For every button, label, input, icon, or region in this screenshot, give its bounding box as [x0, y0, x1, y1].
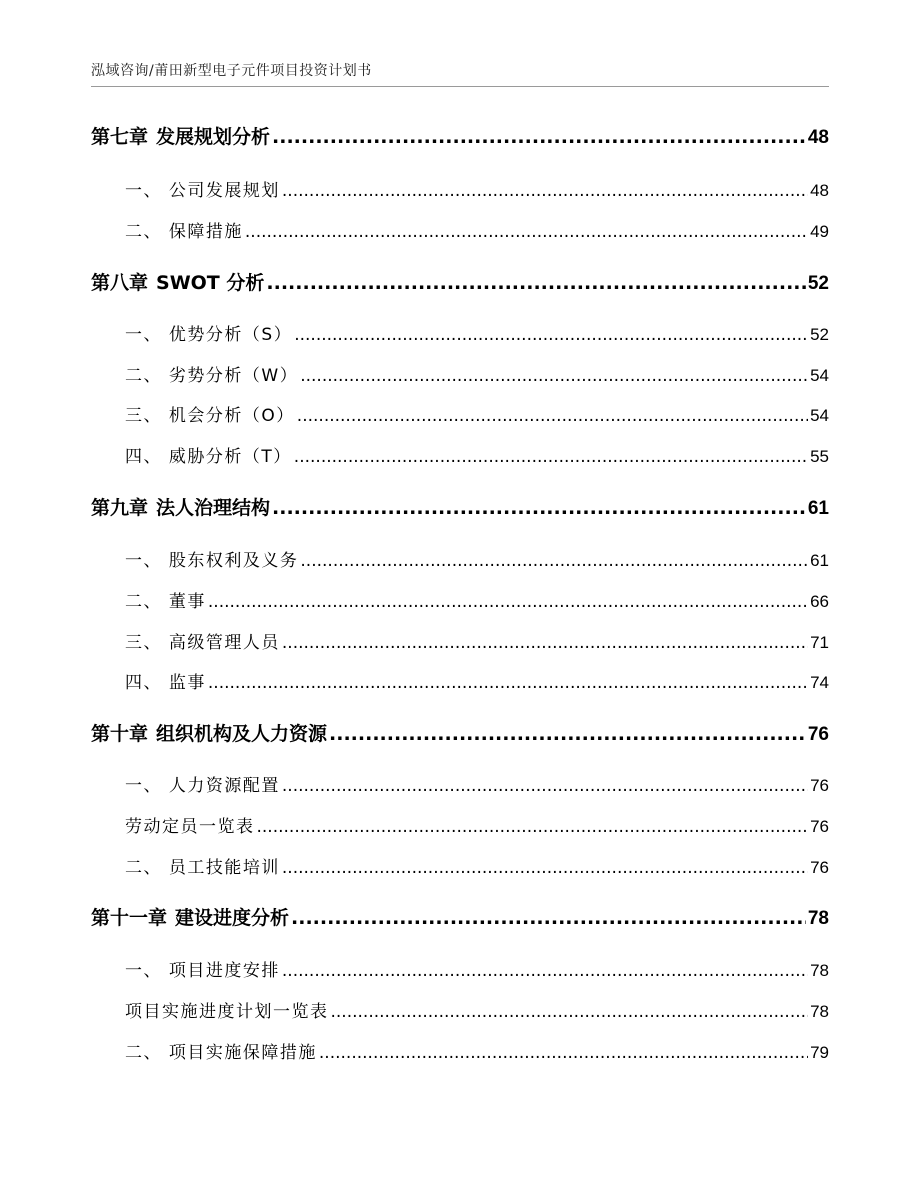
dot-leader — [297, 406, 808, 426]
dot-leader — [208, 592, 808, 612]
toc-entry-number: 一、 — [125, 325, 162, 345]
toc-entry-title: 组织机构及人力资源 — [156, 723, 328, 745]
toc-section[interactable] — [91, 587, 829, 612]
toc-section[interactable] — [91, 771, 829, 796]
toc-table-entry[interactable] — [91, 997, 829, 1022]
toc-entry-number: 一、 — [125, 551, 162, 571]
toc-entry-title: 项目实施进度计划一览表 — [125, 1002, 329, 1022]
dot-leader — [208, 673, 808, 693]
toc-entry-number: 二、 — [125, 858, 162, 878]
dot-leader — [282, 633, 808, 653]
dot-leader — [300, 551, 808, 571]
toc-entry-label — [91, 812, 255, 837]
toc-entry-number: 第八章 — [91, 272, 149, 294]
toc-entry-title: 建设进度分析 — [175, 907, 290, 929]
toc-entry-page: 74 — [810, 673, 829, 692]
dot-leader — [331, 1002, 809, 1022]
toc-section[interactable] — [91, 320, 829, 345]
toc-entry-title: 保障措施 — [168, 222, 243, 242]
toc-section[interactable] — [91, 217, 829, 242]
toc-section[interactable] — [91, 176, 829, 201]
toc-section[interactable] — [91, 628, 829, 653]
toc-entry-number: 二、 — [125, 222, 162, 242]
toc-entry-title: 机会分析（O） — [168, 406, 295, 426]
toc-entry-label — [91, 442, 292, 467]
toc-entry-title: 公司发展规划 — [168, 181, 280, 201]
toc-entry-title: 优势分析（S） — [168, 325, 293, 345]
toc-entry-title: 法人治理结构 — [156, 497, 271, 519]
toc-entry-label — [91, 320, 292, 345]
toc-entry-title: 劳动定员一览表 — [125, 817, 255, 837]
toc-chapter-11[interactable] — [91, 903, 829, 930]
toc-entry-title: 高级管理人员 — [168, 633, 280, 653]
toc-entry-page: 48 — [810, 181, 829, 200]
dot-leader — [282, 181, 808, 201]
dot-leader — [291, 907, 806, 929]
toc-entry-title: 员工技能培训 — [168, 858, 280, 878]
toc-chapter-10[interactable] — [91, 719, 829, 746]
toc-section[interactable] — [91, 401, 829, 426]
toc-entry-number: 一、 — [125, 181, 162, 201]
dot-leader — [282, 961, 808, 981]
toc-entry-label — [91, 493, 270, 520]
toc-entry-page: 78 — [810, 961, 829, 980]
dot-leader — [282, 858, 808, 878]
toc-entry-number: 二、 — [125, 1043, 162, 1063]
toc-entry-title: 监事 — [168, 673, 206, 693]
toc-entry-label — [91, 122, 270, 149]
dot-leader — [282, 776, 808, 796]
toc-entry-page: 54 — [810, 366, 829, 385]
toc-entry-page: 76 — [810, 858, 829, 877]
page-header: 泓域咨询/莆田新型电子元件项目投资计划书 — [91, 63, 372, 79]
dot-leader — [257, 817, 809, 837]
toc-entry-number: 四、 — [125, 673, 162, 693]
toc-entry-number: 一、 — [125, 961, 162, 981]
toc-entry-label — [91, 1038, 317, 1063]
toc-entry-page: 55 — [810, 447, 829, 466]
toc-entry-page: 76 — [810, 776, 829, 795]
toc-entry-number: 第七章 — [91, 126, 149, 148]
toc-chapter-7[interactable] — [91, 122, 829, 149]
dot-leader — [272, 497, 806, 519]
dot-leader — [272, 126, 806, 148]
toc-section[interactable] — [91, 546, 829, 571]
toc-entry-page: 52 — [810, 325, 829, 344]
toc-section[interactable] — [91, 361, 829, 386]
toc-entry-number: 第十一章 — [91, 907, 168, 929]
toc-entry-title: 劣势分析（W） — [168, 366, 299, 386]
toc-table-entry[interactable] — [91, 812, 829, 837]
toc-entry-page: 52 — [807, 273, 829, 294]
toc-entry-title: 董事 — [168, 592, 206, 612]
toc-section[interactable] — [91, 668, 829, 693]
toc-entry-label — [91, 956, 280, 981]
dot-leader — [294, 447, 808, 467]
header-divider — [91, 86, 829, 87]
toc-entry-page: 48 — [807, 127, 829, 148]
toc-entry-label — [91, 903, 289, 930]
toc-entry-page: 78 — [807, 908, 829, 929]
toc-entry-page: 61 — [810, 551, 829, 570]
toc-entry-page: 76 — [810, 817, 829, 836]
toc-entry-page: 78 — [810, 1002, 829, 1021]
toc-entry-label — [91, 587, 206, 612]
toc-entry-label — [91, 546, 298, 571]
toc-chapter-9[interactable] — [91, 493, 829, 520]
toc-entry-label — [91, 771, 280, 796]
toc-entry-page: 66 — [810, 592, 829, 611]
toc-entry-title: 威胁分析（T） — [168, 447, 292, 467]
toc-entry-label — [91, 176, 280, 201]
dot-leader — [266, 272, 805, 294]
toc-section[interactable] — [91, 442, 829, 467]
toc-entry-number: 二、 — [125, 592, 162, 612]
toc-entry-number: 三、 — [125, 406, 162, 426]
toc-entry-number: 第十章 — [91, 723, 149, 745]
dot-leader — [294, 325, 808, 345]
toc-entry-title: SWOT 分析 — [156, 272, 265, 294]
toc-entry-label — [91, 668, 206, 693]
toc-section[interactable] — [91, 1038, 829, 1063]
toc-entry-page: 76 — [807, 724, 829, 745]
toc-entry-label — [91, 361, 298, 386]
toc-entry-page: 71 — [810, 633, 829, 652]
toc-entry-page: 49 — [810, 222, 829, 241]
toc-entry-title: 项目进度安排 — [168, 961, 280, 981]
dot-leader — [300, 366, 808, 386]
toc-entry-page: 61 — [807, 498, 829, 519]
dot-leader — [245, 222, 808, 242]
toc-entry-page: 79 — [810, 1043, 829, 1062]
toc-section[interactable] — [91, 853, 829, 878]
toc-entry-label — [91, 853, 280, 878]
toc-entry-label — [91, 628, 280, 653]
toc-entry-title: 项目实施保障措施 — [168, 1043, 317, 1063]
toc-entry-page: 54 — [810, 406, 829, 425]
toc-entry-label — [91, 719, 327, 746]
dot-leader — [329, 723, 806, 745]
toc-entry-title: 股东权利及义务 — [168, 551, 299, 571]
toc-entry-number: 一、 — [125, 776, 162, 796]
toc-entry-number: 二、 — [125, 366, 162, 386]
toc-entry-label — [91, 401, 295, 426]
toc-entry-title: 人力资源配置 — [168, 776, 280, 796]
toc-chapter-8[interactable] — [91, 268, 829, 295]
toc-entry-number: 四、 — [125, 447, 162, 467]
dot-leader — [319, 1043, 808, 1063]
toc-entry-label — [91, 997, 329, 1022]
toc-entry-title: 发展规划分析 — [156, 126, 271, 148]
toc-entry-number: 三、 — [125, 633, 162, 653]
toc-section[interactable] — [91, 956, 829, 981]
toc-entry-label — [91, 217, 243, 242]
toc-entry-label — [91, 268, 264, 295]
toc-entry-number: 第九章 — [91, 497, 149, 519]
